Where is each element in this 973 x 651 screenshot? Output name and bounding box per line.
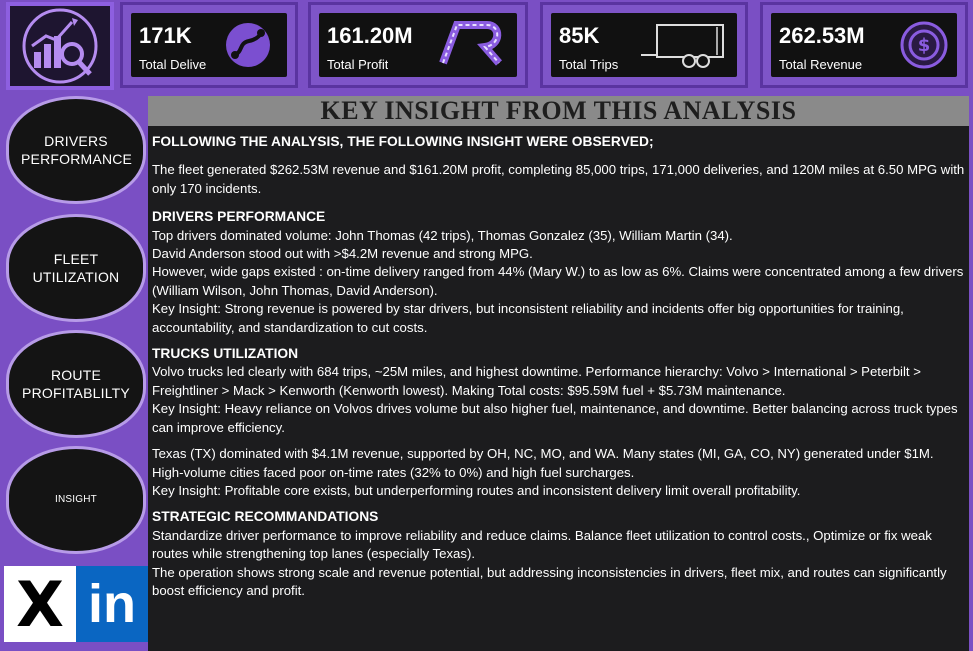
drivers-key-insight: Key Insight: Strong revenue is powered by star drivers, but inconsistent reliability and incidents offer big opportunities for training, accountability, and standardization to cut costs. xyxy=(152,301,904,335)
kpi-card-total-trips[interactable] xyxy=(540,2,748,88)
nav-insight[interactable] xyxy=(6,446,146,554)
route-icon xyxy=(217,19,279,71)
kpi-label: Total Profit xyxy=(327,57,389,72)
kpi-label: Total Trips xyxy=(559,57,619,72)
kpi-card-total-deliveries[interactable] xyxy=(120,2,298,88)
drivers-text: However, wide gaps existed : on-time delivery ranged from 44% (Mary W.) to as low as 6%. Claims were concentrated among a few drivers (William Wilson, John Thomas, David Anderson). xyxy=(152,264,964,298)
nav-fleet-utilization[interactable] xyxy=(6,214,146,322)
svg-text:$: $ xyxy=(917,35,931,56)
nav-label: FLEET UTILIZATION xyxy=(32,251,120,285)
trucks-text: Volvo trucks led clearly with 684 trips, ~25M miles, and highest downtime. Performance hierarchy: Volvo > International > Peterbilt > Freightliner > Mack > Kenworth (Kenworth lowest). Making Total costs: $95.59M fuel + $5.73M maintenance. xyxy=(152,364,921,398)
nav-label: ROUTE PROFITABLILTY xyxy=(22,367,130,401)
nav-drivers-performance[interactable] xyxy=(6,96,146,204)
kpi-card-total-revenue[interactable] xyxy=(760,2,968,88)
nav-route-profitability[interactable] xyxy=(6,330,146,438)
nav-label: DRIVERS PERFORMANCE xyxy=(21,133,133,167)
strategy-conclusion: The operation shows strong scale and revenue potential, but addressing inconsistencies in drivers, fleet mix, and routes can significantly boost efficiency and profit. xyxy=(152,564,947,598)
kpi-label: Total Revenue xyxy=(779,57,863,72)
strategy-heading: STRATEGIC RECOMMANDATIONS xyxy=(152,509,379,525)
analytics-magnifier-icon xyxy=(10,6,110,86)
page-title: KEY INSIGHT FROM THIS ANALYSIS xyxy=(148,96,969,126)
trucks-key-insight: Key Insight: Heavy reliance on Volvos drives volume but also higher fuel, maintenance, and downtime. Better balancing across truck types can improve efficiency. xyxy=(152,401,958,435)
route-key-insight: Key Insight: Profitable core exists, but underperforming routes and inconsistent delivery limit overall profitability. xyxy=(152,482,801,498)
linkedin-logo-icon[interactable]: in xyxy=(76,566,148,642)
drivers-text: David Anderson stood out with >$4.2M revenue and strong MPG. xyxy=(152,246,533,262)
kpi-value: 171K xyxy=(139,23,192,48)
road-logo-icon xyxy=(435,19,509,71)
dashboard-logo xyxy=(6,2,114,90)
trailer-icon xyxy=(637,19,733,71)
drivers-text: Top drivers dominated volume: John Thomas (42 trips), Thomas Gonzalez (35), William Martin (34). xyxy=(152,227,733,243)
kpi-value: 262.53M xyxy=(779,23,865,48)
kpi-label: Total Delive xyxy=(139,57,207,72)
route-text: Texas (TX) dominated with $4.1M revenue, supported by OH, NC, MO, and WA. Many states (MI, GA, CO, NY) generated under $1M. High-volume cities faced poor on-time rates (32% to 0%) and high fuel surcharges. xyxy=(152,446,934,480)
x-logo-icon[interactable]: X xyxy=(4,566,76,642)
social-links xyxy=(4,566,148,642)
intro-heading: FOLLOWING THE ANALYSIS, THE FOLLOWING INSIGHT WERE OBSERVED; xyxy=(152,134,654,149)
drivers-heading: DRIVERS PERFORMANCE xyxy=(152,209,326,225)
kpi-value: 85K xyxy=(559,23,600,48)
kpi-value: 161.20M xyxy=(327,23,413,48)
nav-label: INSIGHT xyxy=(55,494,97,505)
strategy-text: Standardize driver performance to improve reliability and reduce claims. Balance fleet utilization to control costs., Optimize or fix weak routes while strengthening top lanes (especially Texas). xyxy=(152,527,932,562)
intro-text: The fleet generated $262.53M revenue and $161.20M profit, completing 85,000 trips, 171,000 deliveries, and 120M miles at 6.50 MPG with only 170 incidents. xyxy=(152,162,965,196)
trucks-heading: TRUCKS UTILIZATION xyxy=(152,346,299,362)
kpi-card-total-profit[interactable] xyxy=(308,2,528,88)
dollar-cycle-icon xyxy=(893,19,955,71)
insight-panel xyxy=(148,96,969,651)
insight-content xyxy=(152,133,967,600)
